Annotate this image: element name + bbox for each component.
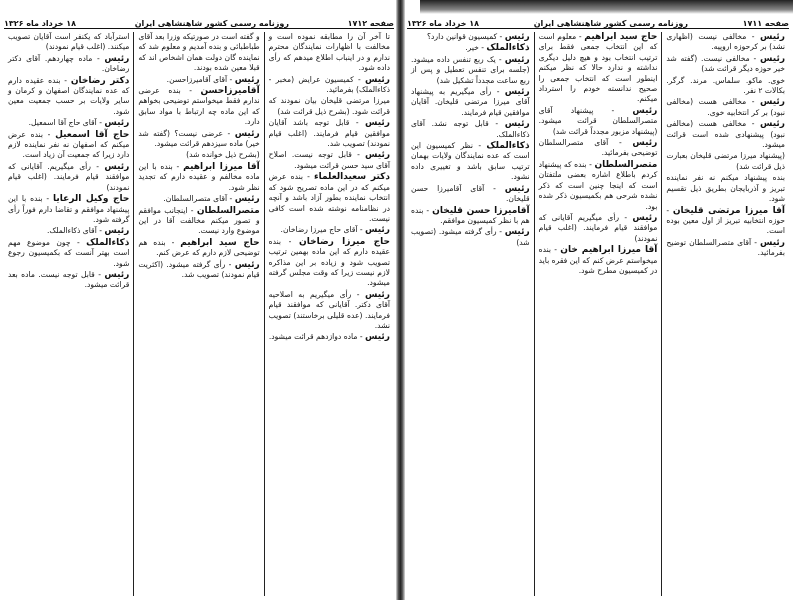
paragraph-text: و گفته است در صورتیکه وزرا بعد آقای طباطبائی و بنده آمدیم و معلوم شد که نماینده گان دولت همان اشخاص اند که قبلا معین شده بودند. xyxy=(138,32,260,73)
paragraph-text: - آقای حاج آقا اسمعیل. xyxy=(28,118,102,128)
paragraph-text: - بنده عرض میکنم که اصفهان نه نفر نماینده لازم دارد زیرا که جمعیت آن زیاد است. xyxy=(8,129,130,160)
paragraph-text: - بنده با این ماده مخالفم و عقیده دارم که تجدید نظر شود. xyxy=(138,161,260,192)
speaker-name: متصرالسلطان xyxy=(594,159,658,170)
speaker-name: رئیس xyxy=(504,87,530,98)
paragraph xyxy=(138,194,259,204)
speaker-name: آقامیرزا حسن قلیخان xyxy=(432,205,530,216)
paragraph-text: - قابل توجه نیست. ماده بعد قرائت میشود. xyxy=(8,269,130,290)
paragraph-text: - آقای ذکاءالملک. xyxy=(46,226,102,236)
text-column xyxy=(535,32,662,596)
speaker-name: رئیس xyxy=(760,237,785,248)
paragraph xyxy=(411,55,530,86)
issue-date: ۱۸ خرداد ماه ۱۳۲۶ xyxy=(407,19,480,28)
paragraph xyxy=(8,76,129,118)
paragraph xyxy=(138,206,259,237)
speaker-name: رئیس xyxy=(365,289,390,300)
speaker-name: رئیس xyxy=(234,74,260,85)
paragraph xyxy=(539,32,658,105)
paragraph-text: - یک ربع تنفس داده میشود. (جلسه برای تنفس تعطیل و پس از ربع ساعت مجدداً تشکیل شد) xyxy=(410,54,530,85)
paragraph-text: - آقای متصرالسلطان توضیحی بفرمائید. xyxy=(538,138,658,158)
issue-date: ۱۸ خرداد ماه ۱۳۲۶ xyxy=(4,19,77,28)
paragraph xyxy=(8,32,129,53)
paragraph-text: - رأی گرفته میشود. (اکثریت قیام نمودند) تصویب شد. xyxy=(138,259,260,279)
paragraph-text: - آقای آقامیرزاحسن. xyxy=(166,74,233,84)
text-column xyxy=(4,32,133,596)
paragraph xyxy=(666,54,785,75)
paragraph-text: - رأی گرفته میشود. (تصویب شد) xyxy=(410,227,530,247)
paragraph xyxy=(269,96,390,117)
paragraph xyxy=(539,160,658,212)
speaker-name: دکتر رضاخان xyxy=(70,75,130,86)
text-column xyxy=(407,32,534,596)
paragraph xyxy=(539,213,658,244)
paragraph-text: - بنده عقیده دارم که عده نمایندگان اصفهان و کرمان و سایر ولایات بر حسب جمعیت معین شود. xyxy=(8,75,130,116)
paragraph-text: - بنده که پیشنهاد کردم باطلاع اشاره بعضی ملتفتان است که اینجا چنین است که ذکر نشده شرحی هم بکمیسیون ذکر شده بود. xyxy=(538,159,658,211)
speaker-name: رئیس xyxy=(104,161,130,172)
paragraph-text: - بنده هم با نظر کمیسیون موافقم. xyxy=(410,205,530,225)
paragraph-text: - کمیسیون قوانین دارد؟ xyxy=(427,32,503,41)
speaker-name: رئیس xyxy=(760,53,786,64)
paragraph-text: - رأی میگیریم به پیشنهاد آقای میرزا مرتضی قلیخان. آقایان موافقین قیام فرمایند. xyxy=(410,87,530,117)
paragraph-text: - آقای متصرالسلطان. xyxy=(163,194,233,204)
paragraph xyxy=(8,162,129,193)
paragraph xyxy=(138,150,259,160)
paragraph xyxy=(666,76,785,97)
speaker-name: رئیس xyxy=(104,118,130,129)
newspaper-title: روزنامه رسمی کشور شاهنشاهی ایران xyxy=(533,19,688,28)
paragraph xyxy=(411,32,530,42)
paragraph-text: - رأی میگیریم آقایانی که موافقند قیام فرمایند. (اغلب قیام نمودند) xyxy=(538,212,658,243)
speaker-name: آقامیرزاحسن xyxy=(200,86,260,97)
right-page-columns xyxy=(407,32,789,596)
right-page xyxy=(403,0,793,600)
paragraph-text: - بنده عرضی ندارم فقط میخواستم توضیحی بخواهم که این ماده چه ارتباط با مواد سابق دارد. xyxy=(138,86,260,127)
speaker-name: رئیس xyxy=(760,32,785,42)
paragraph xyxy=(138,86,259,128)
speaker-name: رئیس xyxy=(632,105,658,116)
paragraph xyxy=(411,119,530,140)
speaker-name: حاج وکیل الرعایا xyxy=(52,194,130,205)
paragraph-text: - بنده میخواستم عرض کنم که این فقره باید در کمیسیون مطرح شود. xyxy=(538,245,658,275)
right-page-header xyxy=(407,14,789,29)
paragraph xyxy=(269,118,390,149)
paragraph xyxy=(8,238,129,269)
speaker-name: حاج سید ابراهیم xyxy=(584,32,658,42)
text-column xyxy=(662,32,789,596)
text-column xyxy=(265,32,394,596)
paragraph xyxy=(269,75,390,96)
speaker-name: ذکاءالملک xyxy=(486,141,530,152)
page-number: صفحه ۱۷۱۱ xyxy=(742,19,789,28)
paragraph-text: - بنده عرض میکنم که در این ماده تصریح شود که انتخاب نماینده بطور آزاد باشد و آنچه در نظامنامه نوشته شده است کافی نیست. xyxy=(268,172,390,223)
speaker-name: حاج آقا اسمعیل xyxy=(55,129,130,140)
paragraph xyxy=(8,130,129,161)
speaker-name: رئیس xyxy=(365,225,390,236)
paragraph-text: - ماده دوازدهم قرائت میشود. xyxy=(268,332,363,342)
paragraph xyxy=(666,206,785,237)
speaker-name: رئیس xyxy=(365,150,391,161)
paragraph-text: - اینجانب موافقم و تصور میکنم مخالفت آقا در این موضوع وارد نیست. xyxy=(138,205,260,236)
paragraph xyxy=(138,260,259,281)
paragraph-text: - عرضی نیست؟ (گفته شد خیر) ماده سیزدهم قرائت میشود. xyxy=(138,128,260,149)
paragraph xyxy=(539,106,658,137)
paragraph-text: - رأی میگیریم. آقایانی که موافقند قیام فرمایند. (اغلب قیام نمودند) xyxy=(8,161,130,192)
paragraph xyxy=(8,194,129,225)
speaker-name: ذکاءالملک xyxy=(486,43,530,54)
paragraph-text: - پیشنهاد آقای متصرالسلطان قرائت میشود. (پیشنهاد مزبور مجدداً قرائت شد) xyxy=(538,105,658,136)
paragraph xyxy=(269,172,390,224)
paragraph xyxy=(138,32,259,74)
paragraph-text: - چون موضوع مهم است بهتر آنست که بکمیسیون رجوع شود. xyxy=(8,237,130,268)
speaker-name: رئیس xyxy=(632,212,658,223)
paragraph xyxy=(666,119,785,150)
text-column xyxy=(134,32,263,596)
paragraph xyxy=(666,32,785,53)
paragraph xyxy=(411,43,530,53)
paragraph-text: - نظر کمیسیون این است که عده نمایندگان ولایات بهمان ترتیب سابق باشد و تغییری داده نشود. xyxy=(410,141,530,182)
speaker-name: حاج سید ابراهیم xyxy=(180,237,260,248)
paragraph-text: - حوزه انتخابیه تبریز از اول معین بوده است. xyxy=(666,205,785,236)
speaker-name: آقا میرزا مرتضی قلیخان xyxy=(672,205,785,216)
speaker-name: آقا میرزا ابراهیم خان xyxy=(560,245,658,256)
speaker-name: آقا میرزا ابراهیم xyxy=(183,161,260,172)
paragraph-text: - بنده هم توضیحی لازم دارم که عرض کنم. xyxy=(138,237,260,258)
speaker-name: رئیس xyxy=(234,128,260,139)
paragraph xyxy=(138,238,259,259)
speaker-name: رئیس xyxy=(234,194,260,205)
speaker-name: رئیس xyxy=(104,226,130,237)
paragraph-text: - ماده چهاردهم. آقای دکتر رضاخان. xyxy=(8,53,130,74)
speaker-name: رئیس xyxy=(504,32,530,42)
paragraph xyxy=(666,151,785,172)
left-page-header xyxy=(4,14,394,29)
paragraph xyxy=(269,225,390,235)
paragraph xyxy=(269,290,390,332)
paragraph-text: - آقای آقامیرزا حسن قلیخان. xyxy=(410,183,530,204)
paragraph xyxy=(138,162,259,193)
paragraph-text: (پیشنهاد میرزا مرتضی قلیخان بعبارت ذیل قرائت شد) xyxy=(666,151,785,171)
scan-shadow xyxy=(420,0,793,14)
paragraph-text: - قابل توجه نشد. آقای ذکاءالملک. xyxy=(410,119,530,139)
speaker-name: رئیس xyxy=(234,259,260,270)
paragraph-text: - کمیسیون عرایض (مخبر - ذکاءالملک) بفرمائید. xyxy=(268,74,390,95)
speaker-name: رئیس xyxy=(504,54,530,65)
speaker-name: دکتر سعیدالعلماء xyxy=(314,172,391,183)
speaker-name: رئیس xyxy=(632,138,658,149)
paragraph xyxy=(666,238,785,259)
paragraph-text: تا آخر آن را مطابقه نموده است و مخالفت با اظهارات نمایندگان محترم ندارم و در اینباب اطلاع میدهم که رأی داده شود. xyxy=(268,32,390,73)
paragraph-text: - آقای حاج میرزا رضاخان. xyxy=(280,225,363,235)
speaker-name: رئیس xyxy=(365,118,390,129)
paragraph xyxy=(8,118,129,128)
paragraph-text: میرزا مرتضی قلیخان بیان نمودند که قرائت شود. (بشرح ذیل قرائت شد) xyxy=(268,96,390,116)
paragraph-text: استرآباد که یکنفر است آقایان تصویب میکنند. (اغلب قیام نمودند) xyxy=(8,32,130,52)
paragraph xyxy=(411,184,530,205)
paragraph-text: - بنده با این پیشنهاد موافقم و تقاضا دارم فوراً رأی گرفته شود. xyxy=(8,194,130,224)
paragraph xyxy=(411,227,530,248)
paragraph xyxy=(539,138,658,159)
speaker-name: رئیس xyxy=(104,269,130,280)
speaker-name: حاج میرزا رضاخان xyxy=(299,236,390,247)
paragraph xyxy=(411,206,530,227)
paragraph xyxy=(138,75,259,85)
speaker-name: رئیس xyxy=(760,97,785,108)
paragraph-text: بنده پیشنهاد میکنم نه نفر نماینده تبریز و آذربایجان بطریق ذیل تقسیم شود. xyxy=(666,173,785,204)
paragraph xyxy=(8,270,129,291)
paragraph-text: - رأی میگیریم به اصلاحیه آقای دکتر. آقایانی که موافقند قیام فرمایند. (عده قلیلی برخاستند) تصویب نشد. xyxy=(268,289,390,330)
paragraph xyxy=(539,245,658,276)
speaker-name: رئیس xyxy=(504,227,530,238)
speaker-name: رئیس xyxy=(104,53,130,64)
paragraph xyxy=(269,237,390,289)
speaker-name: رئیس xyxy=(365,332,390,343)
paragraph-text: - خیر. xyxy=(465,43,484,53)
paragraph xyxy=(8,54,129,75)
paragraph-text: خوی. ماکو. سلماس. مرند. گرگر. بکالات ۲ نفر. xyxy=(666,75,785,96)
paragraph-text: - مخالفی نیست (اظهاری نشد) بر کرحوزه اروپیه. xyxy=(666,32,785,52)
paragraph-text: - آقای متصرالسلطان توضیح بفرمائید. xyxy=(666,237,785,258)
paragraph-text: - مخالفی نیست. (گفته شد خیر حوزه دیگر قرائت شد) xyxy=(666,53,785,74)
speaker-name: رئیس xyxy=(365,74,390,85)
paragraph xyxy=(8,226,129,236)
paragraph xyxy=(666,173,785,204)
paragraph xyxy=(269,332,390,342)
paragraph-text: (بشرح ذیل خوانده شد) xyxy=(186,150,260,160)
paragraph xyxy=(411,141,530,183)
speaker-name: رئیس xyxy=(504,119,530,130)
paragraph xyxy=(666,97,785,118)
paragraph-text: - بنده عقیده دارم که این ماده بهمین ترتیب تصویب شود و زیاده بر این مذاکره لازم نیست زیرا که وقت مجلس گرفته میشود. xyxy=(268,236,390,288)
paragraph xyxy=(138,129,259,150)
left-page-columns xyxy=(4,32,394,596)
paragraph-text: - مخالفی هست (مخالفی نبود) بر کر انتخابیه خوی. xyxy=(666,97,785,117)
speaker-name: ذکاءالملک xyxy=(86,237,130,248)
paragraph-text: - قابل توجه نیست. اصلاح آقای سید حسن قرائت میشود. xyxy=(268,150,390,170)
paragraph-text: - قابل توجه باشد آقایان موافقین قیام فرمایند. (اغلب قیام نمودند) تصویب شد. xyxy=(268,118,390,149)
paragraph xyxy=(269,150,390,171)
paragraph-text: - مخالفی هست (مخالفی نبود) پیشنهادی شده است قرائت میشود. xyxy=(666,119,785,150)
page-number: صفحه ۱۷۱۲ xyxy=(347,19,394,28)
speaker-name: رئیس xyxy=(760,119,785,130)
speaker-name: رئیس xyxy=(504,183,530,194)
paragraph xyxy=(269,32,390,74)
paragraph-text: - معلوم است که این انتخاب جمعی فقط برای ترتیب انتخاب بود و هیچ دلیل دیگری نداشته و ندارد حالا که نظر میکنم اینطور است که انتخاب جمعی را صحیح ندانسته خودم را استرداد میکنم. xyxy=(538,32,658,104)
newspaper-title: روزنامه رسمی کشور شاهنشاهی ایران xyxy=(134,19,289,28)
speaker-name: متصرالسلطان xyxy=(196,205,260,216)
paragraph xyxy=(411,87,530,118)
